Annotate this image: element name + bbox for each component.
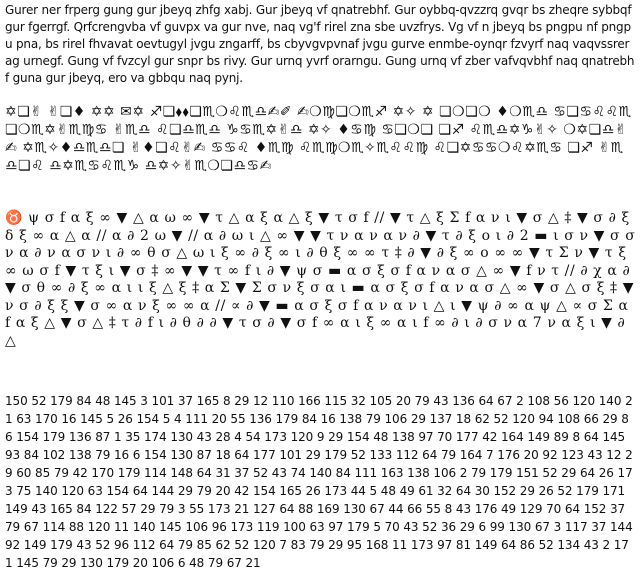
number-cipher-block: 150 52 179 84 48 145 3 101 37 165 8 29 12 110 166 115 32 105 20 79 43 136 64 67 2 108 56 120 140 21 63 170 16 145 5 26 154 5 4 111 20 55 136 179 84 16 138 79 106 29 137 18 62 52 120 94 108 66 29 86 154 179 136 87 1 35 174 130 43 28 4 54 173 120 9 29 154 48 138 97 70 177 42 164 149 89 8 64 145 93 84 102 138 79 16 6 154 130 87 18 64 177 101 29 179 52 133 112 64 79 164 7 176 20 92 123 43 12 29 60 85 79 42 170 179 114 148 64 31 37 52 43 74 140 84 111 163 138 106 2 79 179 151 52 29 64 26 173 75 140 120 63 154 64 144 29 79 20 42 154 165 26 173 44 5 48 49 61 32 64 30 152 29 26 52 179 171 149 43 165 84 122 57 29 79 3 55 173 21 127 64 88 169 130 67 44 66 55 8 43 176 49 129 70 64 152 37 79 67 114 88 120 11 140 145 106 96 173 119 100 63 97 179 5 70 43 52 36 29 6 99 130 67 3 117 37 144 92 149 179 43 52 96 112 64 79 85 62 52 120 7 83 79 29 95 168 11 173 97 81 149 64 86 52 134 43 2 171 145 79 29 130 179 20 106 6 48 79 67 21 (5, 394, 637, 570)
cipher-prose-paragraph: Gurer ner frperg gung gur jbeyq zhfg xabj. Gur jbeyq vf qnatrebhf. Gur oybbq-qvzzrq gvqr bs zheqre sybbqf gur fgerrgf. Qrfcrengvba vf guvpx va gur nve, naq vg'f rirel zna sbe uvzfrys. Vg vf n jbeyq bs pngpu nf pngpu pna, bs rirel fhvavat oevtugyl jvgu zngarff, bs cbyvgvpvnaf jvgu gurve enmbe-oynqr fzvyrf naq vaqvssrerag urnegf. Gung vf fvzcyl gur snpr bs rivy. Gur urnq yvrf orarngu. Gung urnq vf zber vafvqvbhf naq qnatrebhf guna gur jbeyq, ero va gbbqu naq pynj. (5, 3, 635, 85)
symbol-cipher-block: ♉ ψ σ f α ξ ∞ ▼ △ α ω ∞ ▼ τ △ α ξ α △ ξ ▼ τ σ f // ▼ τ △ ξ Σ f α ν ι ▼ σ △ ‡ ▼ σ ∂ ξ δ ξ ∞ α △ α // α ∂ 2 ω ▼ // α ∂ ω ι △ ∞ ▼ ▼ τ ν α ν α ν ∂ ▼ τ ∂ ξ ο ι ∂ 2 ▬ ι σ ν ▼ σ σ ν α ∂ ν α σ ν ι ∂ ∞ θ σ △ ω ι ξ ∞ ∂ ξ ∞ ι ∂ θ ξ ∞ ∞ τ ‡ ∂ ▼ ∂ ξ ∞ ο ∞ ∞ ▼ τ Σ ν ▼ τ ξ ∞ ω σ f ▼ τ ξ ι ▼ σ ‡ ∞ ▼ ▼ τ ∞ f ι ∂ ▼ ψ σ ▬ α σ ξ σ f α ν α σ △ ∞ ▼ f ν τ // ∂ χ α ∂ ▼ σ θ ∞ ∂ ξ ∞ α ι ι ξ △ ξ ‡ α Σ ▼ Σ σ ν ξ σ α ι ▬ α σ ξ σ f α ν α σ △ ∞ ▼ σ △ σ ξ ‡ ▼ ν σ ∂ ξ ξ ▼ σ ∞ α ν ξ ∞ ∞ α // ∝ ∂ ▼ ▬ α σ ξ σ f α ν α ν ι △ ι ▼ ψ ∂ ∞ α ψ △ ∝ σ Σ α f α ξ △ ▼ σ △ ‡ τ ∂ f ι ∂ θ ∂ ∂ ▼ τ σ ∂ ▼ σ f ∞ α ι ξ ∞ α ι f ∞ ∂ ι ∂ σ ν α 7 ν α ξ ι ▼ ∂ △ (5, 210, 640, 349)
dingbat-cipher-block: ✡❏✌ ✌❏♦ ✡✡ ✉✡ ♐❏⬧⬧❏♏❍♌♏♎✍✐ ✍❍♍❏❍♏♐ ✡✧ ✡ ❏❍❏❍ ♦❍♏♎ ♋❏♋♌♌♏ ❏❍♏✡✌♏♍♋ ✌♏♎ ♌❏♎♏♎ ♑♋♏✡✌♎ ✡✧ ♦♋♍ ♋❏❍❏ ❏♐ ♌♏♎✡♑✌✧ ❍✡❏♎✌✍ ✡♏✧♦♎♏♎❏ ✌♦❏♌✌✍ ♋♋♌ ♦♏♍ ♌♏♍❍♏✧♏♌♌♍ ♌❏✡♋♋❍♌✡♏♋ ❏♐ ✌♏♎❏♌ ♎✡♏♋♌♏♑ ♎✡✧✌♏❍❏♎♋✍ (5, 104, 637, 174)
